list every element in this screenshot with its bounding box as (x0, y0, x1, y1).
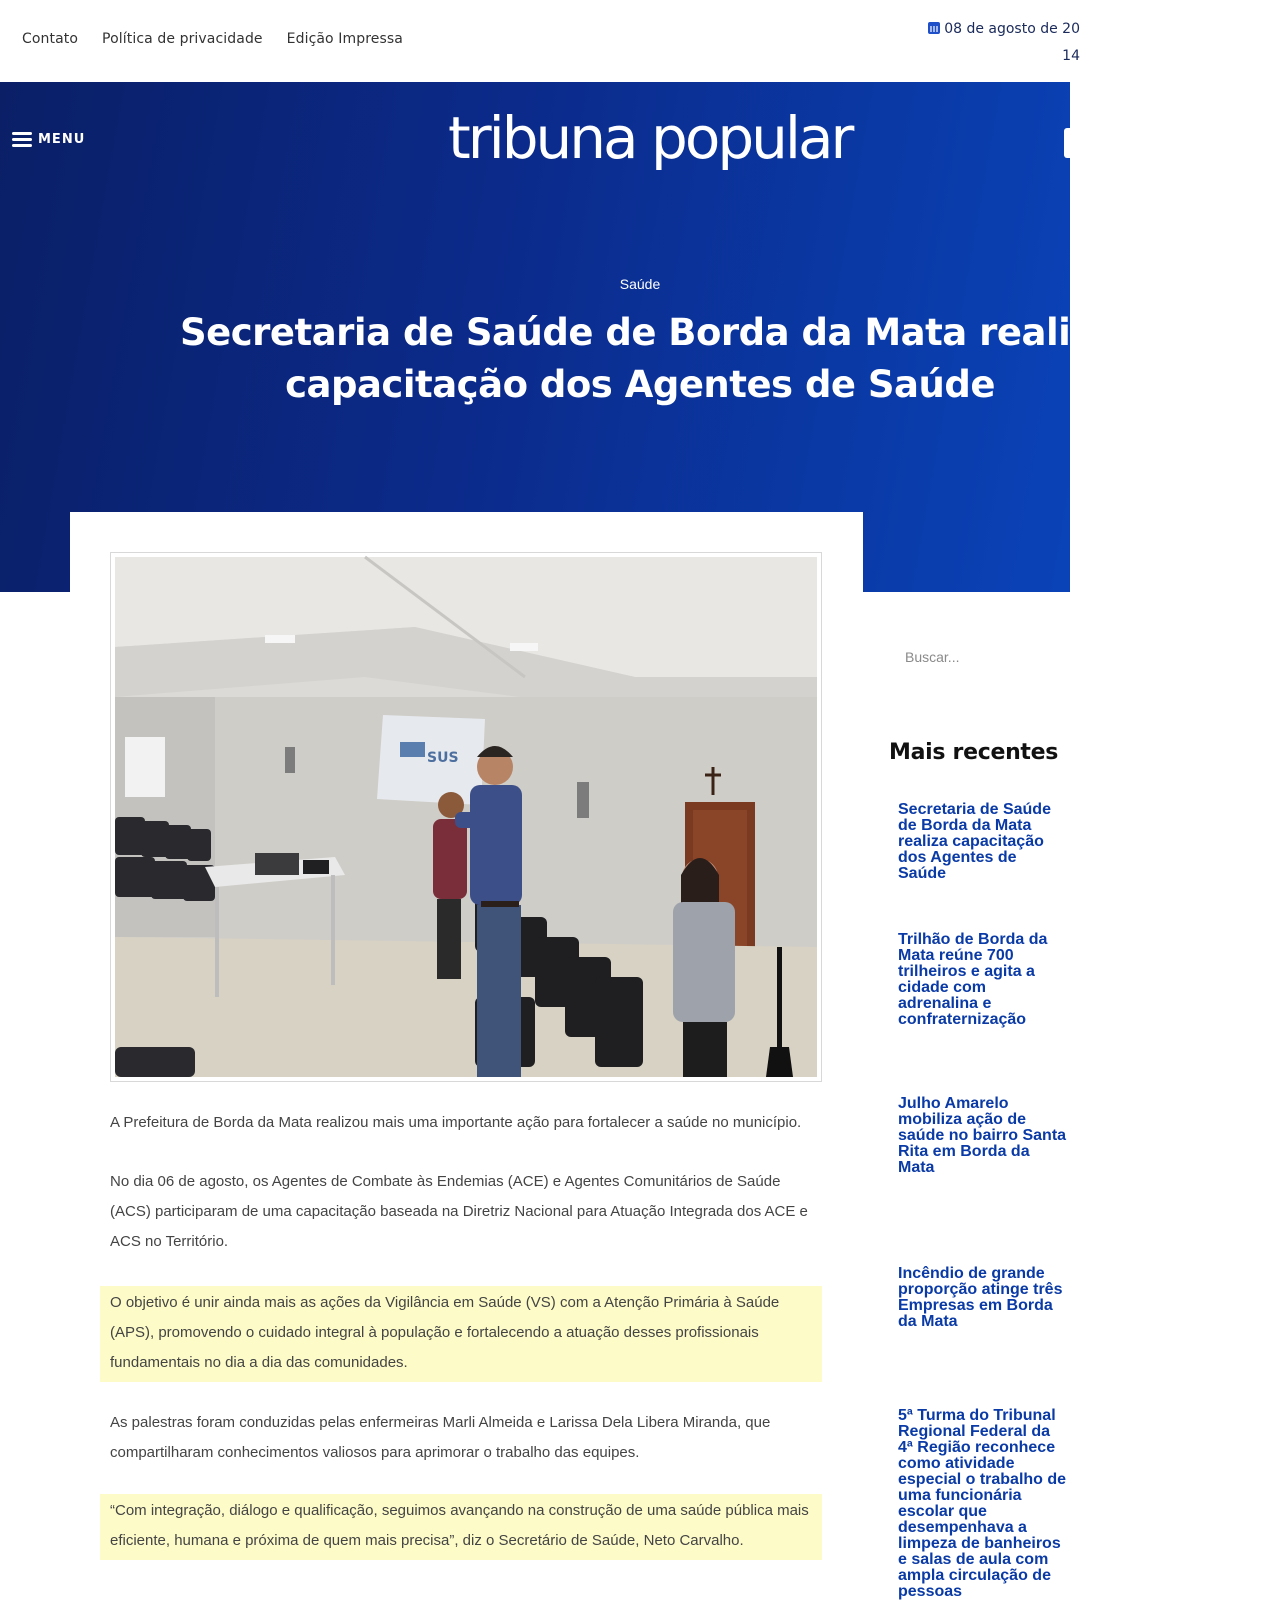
privacy-policy-link[interactable]: Política de privacidade (102, 31, 263, 47)
article-quote-paragraph: “Com integração, diálogo e qualificação, seguimos avançando na construção de uma saúde pública mais eficiente, humana e próxima de quem mais precisa”, diz o Secretário de Saúde, Neto Carvalho. (100, 1494, 822, 1560)
photo-sus-sign: SUS (427, 750, 459, 766)
top-bar (0, 0, 1080, 82)
calendar-icon (928, 22, 940, 34)
article-paragraph: As palestras foram conduzidas pelas enfermeiras Marli Almeida e Larissa Dela Libera Miranda, que compartilharam conhecimentos valiosos para aprimorar o trabalho das equipes. (110, 1414, 771, 1461)
site-logo[interactable]: tribuna popular (448, 104, 852, 172)
top-links (22, 31, 403, 47)
article-title-line-2: capacitação dos Agentes de Saúde (285, 363, 995, 406)
recent-posts-title: Mais recentes (889, 740, 1059, 765)
search-toggle-edge[interactable] (1064, 128, 1070, 158)
recent-post-link[interactable]: Trilhão de Borda da Mata reúne 700 trilheiros e agita a cidade com adrenalina e confraternização (898, 931, 1048, 1028)
article-paragraph: No dia 06 de agosto, os Agentes de Combate às Endemias (ACE) e Agentes Comunitários de Saúde (ACS) participaram de uma capacitação baseada na Diretriz Nacional para Atuação Integrada dos ACE e ACS no Território. (110, 1173, 808, 1250)
article-body (110, 1108, 822, 1560)
article-card (70, 512, 863, 1604)
menu-label: MENU (38, 132, 86, 147)
menu-button[interactable] (12, 132, 85, 147)
recent-post-link[interactable]: 5ª Turma do Tribunal Regional Federal da 4ª Região reconhece como atividade especial o trabalho de uma funcionária escolar que desempenhava a limpeza de banheiros e salas de aula com ampla circulação de pessoas (898, 1407, 1067, 1600)
article-title (180, 307, 1116, 411)
photo-training-session (115, 557, 817, 1077)
date-display (928, 16, 1080, 70)
article-highlight-paragraph: O objetivo é unir ainda mais as ações da Vigilância em Saúde (VS) com a Atenção Primária à Saúde (APS), promovendo o cuidado integral à população e fortalecendo a atuação desses profissionais fundamentais no dia a dia das comunidades. (100, 1286, 822, 1382)
hamburger-icon (12, 132, 32, 147)
recent-post-link[interactable]: Julho Amarelo mobiliza ação de saúde no bairro Santa Rita em Borda da Mata (898, 1095, 1067, 1176)
contact-link[interactable]: Contato (22, 31, 79, 47)
recent-post-link[interactable]: Incêndio de grande proporção atinge três Empresas em Borda da Mata (898, 1265, 1063, 1330)
article-title-line-1: Secretaria de Saúde de Borda da Mata realiza (180, 311, 1116, 354)
recent-post-link[interactable]: Secretaria de Saúde de Borda da Mata realiza capacitação dos Agentes de Saúde (898, 801, 1051, 882)
article-category[interactable]: Saúde (619, 276, 661, 292)
print-edition-link[interactable]: Edição Impressa (286, 31, 403, 47)
current-time: 14 (1062, 48, 1080, 64)
current-date: 08 de agosto de 20 (944, 21, 1080, 37)
article-paragraph: A Prefeitura de Borda da Mata realizou mais uma importante ação para fortalecer a saúde no município. (110, 1114, 802, 1131)
article-photo (110, 552, 822, 1082)
search-input[interactable] (888, 640, 1070, 674)
